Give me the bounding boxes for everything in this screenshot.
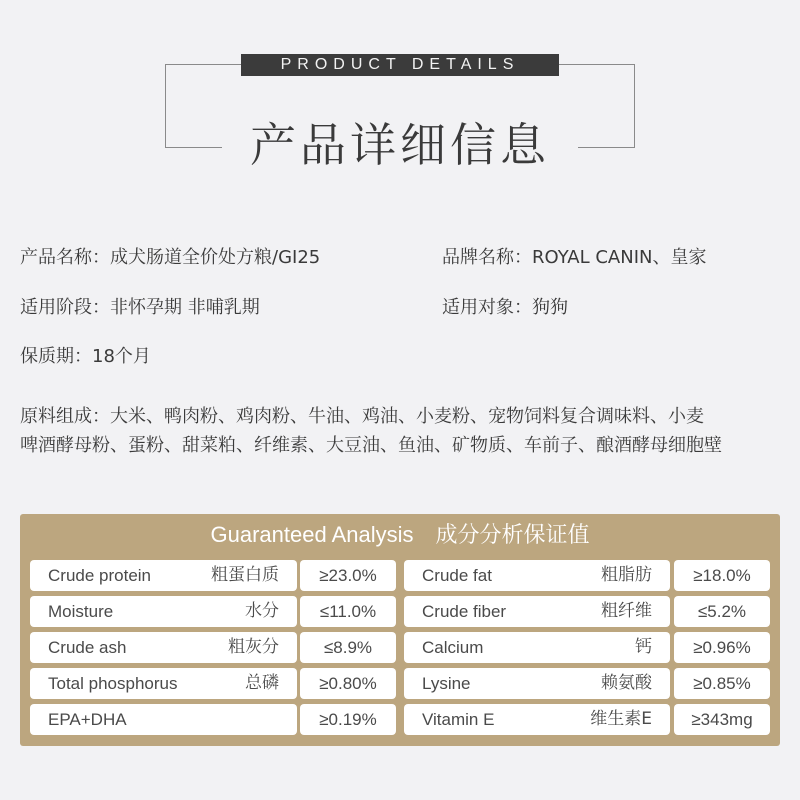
analysis-right-label xyxy=(404,704,670,735)
analysis-left-value: ≤8.9% xyxy=(300,632,396,663)
analysis-right-label xyxy=(404,596,670,627)
analysis-right-value: ≤5.2% xyxy=(674,596,770,627)
brand-name: 品牌名称：ROYAL CANIN、皇家 xyxy=(442,247,707,268)
header-subtitle: PRODUCT DETAILS xyxy=(241,54,559,76)
applicable-stage: 适用阶段：非怀孕期 非哺乳期 xyxy=(20,297,260,318)
guaranteed-analysis-panel xyxy=(20,514,780,746)
nutrient-name-cn: 粗灰分 xyxy=(228,637,279,657)
analysis-left-label xyxy=(30,560,297,591)
analysis-left-label xyxy=(30,668,297,699)
ingredients-line-2: 啤酒酵母粉、蛋粉、甜菜粕、纤维素、大豆油、鱼油、矿物质、车前子、酿酒酵母细胞壁 xyxy=(20,435,722,456)
analysis-title: Guaranteed Analysis 成分分析保证值 xyxy=(210,522,590,547)
nutrient-name-cn: 赖氨酸 xyxy=(601,673,652,693)
nutrient-name-en: Crude protein xyxy=(48,566,152,585)
shelf-life: 保质期：18个月 xyxy=(20,346,151,367)
page-title: 产品详细信息 xyxy=(222,112,578,178)
analysis-right-label xyxy=(404,668,670,699)
analysis-right-label xyxy=(404,560,670,591)
applicable-target: 适用对象：狗狗 xyxy=(442,297,568,318)
product-name: 产品名称：成犬肠道全价处方粮/GI25 xyxy=(20,247,321,268)
nutrient-name-en: Calcium xyxy=(422,638,484,657)
nutrient-name-en: Crude fiber xyxy=(422,602,507,621)
nutrient-name-cn: 钙 xyxy=(635,637,652,657)
analysis-left-value: ≥0.80% xyxy=(300,668,396,699)
analysis-left-label xyxy=(30,596,297,627)
analysis-right-label xyxy=(404,632,670,663)
nutrient-name-en: Moisture xyxy=(48,602,114,621)
nutrient-name-cn: 粗纤维 xyxy=(601,601,652,621)
nutrient-name-en: Crude ash xyxy=(48,638,127,657)
nutrient-name-en: Lysine xyxy=(422,674,471,693)
ingredients-line-1: 原料组成：大米、鸭肉粉、鸡肉粉、牛油、鸡油、小麦粉、宠物饲料复合调味料、小麦 xyxy=(20,406,704,427)
analysis-right-value: ≥343mg xyxy=(674,704,770,735)
nutrient-name-en: Total phosphorus xyxy=(48,674,178,693)
nutrient-name-en: EPA+DHA xyxy=(48,710,127,729)
analysis-left-label xyxy=(30,632,297,663)
nutrient-name-cn: 维生素E xyxy=(590,709,652,729)
nutrient-name-cn: 粗蛋白质 xyxy=(211,565,279,585)
nutrient-name-en: Crude fat xyxy=(422,566,492,585)
analysis-left-value: ≥23.0% xyxy=(300,560,396,591)
analysis-left-value: ≥0.19% xyxy=(300,704,396,735)
analysis-right-value: ≥0.85% xyxy=(674,668,770,699)
ingredients xyxy=(20,402,800,460)
nutrient-name-cn: 粗脂肪 xyxy=(601,565,652,585)
nutrient-name-cn: 总磷 xyxy=(245,673,279,693)
nutrient-name-cn: 水分 xyxy=(245,601,279,621)
analysis-left-label xyxy=(30,704,297,735)
nutrient-name-en: Vitamin E xyxy=(422,710,495,729)
analysis-right-value: ≥0.96% xyxy=(674,632,770,663)
analysis-left-value: ≤11.0% xyxy=(300,596,396,627)
analysis-right-value: ≥18.0% xyxy=(674,560,770,591)
